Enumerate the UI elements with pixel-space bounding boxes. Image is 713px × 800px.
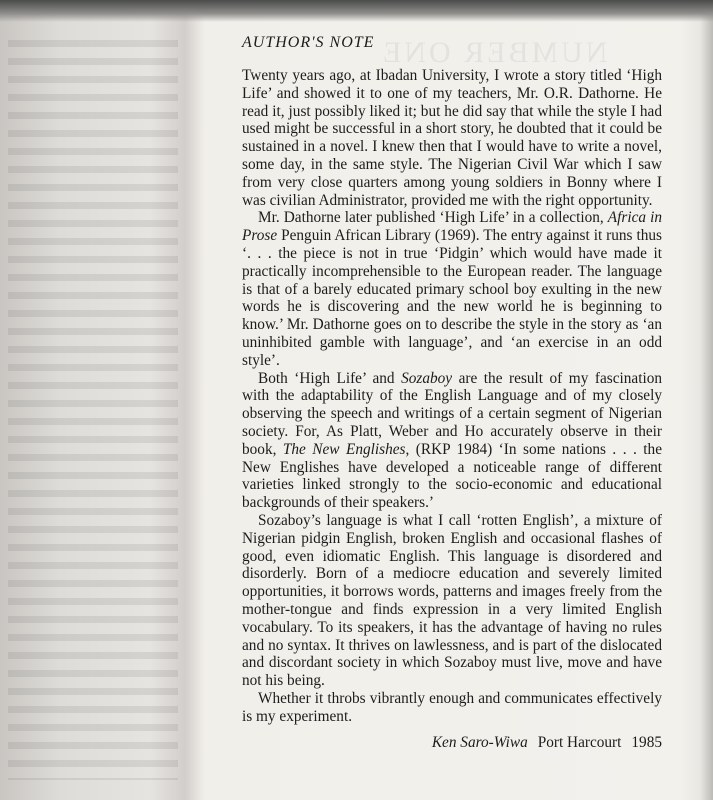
- show-through-text: NUMBER ONE: [380, 36, 608, 69]
- paragraph-2-text-c: Penguin African Library (1969). The entry against it runs thus ‘. . . the piece is not in true ‘Pidgin’ which would have made it practically incomprehensible to the European reader. The language is that of a barely educated primary school boy exulting in the new words he is discovering and the new world he is beginning to know.’ Mr. Dathorne goes on to describe the style in the story as ‘an uninhibited gamble with language’, and ‘an exercise in an odd style’.: [242, 227, 662, 369]
- book-title-new-englishes: The New Englishes: [282, 440, 406, 458]
- page-content: [242, 34, 662, 752]
- book-title-sozaboy: Sozaboy: [401, 369, 453, 387]
- paragraph-3-text-a: Both ‘High Life’ and: [258, 369, 402, 387]
- signature-year: 1985: [631, 734, 662, 752]
- signature-place: Port Harcourt: [537, 734, 622, 752]
- paragraph-2-text-a: Mr. Dathorne later published ‘High Life’ in a collection,: [258, 209, 608, 227]
- facing-page-bleed-through: [8, 40, 178, 780]
- author-name: Ken Saro-Wiwa: [431, 734, 528, 752]
- page-title: AUTHOR'S NOTE: [242, 34, 375, 51]
- paragraph-2: [242, 209, 662, 369]
- book-title-africa-in-prose: Africa in Prose: [242, 209, 662, 245]
- paragraph-3-text-c: are the result of my fascination with the adaptability of the English Language and of my closely observing the speech and writings of a certain segment of Nigerian society. For, As Platt, Weber and Ho accurately observe in their book,: [242, 369, 662, 458]
- signature-line: [242, 734, 662, 752]
- paragraph-5: Whether it throbs vibrantly enough and communicates effectively is my experiment.: [242, 689, 662, 725]
- paragraph-3: [242, 370, 662, 512]
- paragraph-1: Twenty years ago, at Ibadan University, I wrote a story titled ‘High Life’ and showed it to one of my teachers, Mr. O.R. Dathorne. He read it, just possibly liked it; but he did say that while the style I had used might be successful in a short story, he doubted that it could be sustained in a novel. I knew then that I would have to write a novel, some day, in the same style. The Nigerian Civil War which I saw from very close quarters among young soldiers in Bonny where I was civilian Administrator, provided me with the right opportunity.: [242, 67, 662, 209]
- paragraph-4: Sozaboy’s language is what I call ‘rotten English’, a mixture of Nigerian pidgin English, broken English and occasional flashes of good, even idiomatic English. This language is disordered and disorderly. Born of a mediocre education and severely limited opportunities, it borrows words, patterns and images freely from the mother-tongue and finds expression in a very limited English vocabulary. To its speakers, it has the advantage of having no rules and no syntax. It thrives on lawlessness, and is part of the dislocated and discordant society in which Sozaboy must live, move and have not his being.: [242, 511, 662, 690]
- paragraph-3-text-e: , (RKP 1984) ‘In some nations . . . the New Englishes have developed a noticeable range of different varieties linked strongly to the socio-economic and educational backgrounds of their speakers.’: [242, 440, 662, 512]
- scan-top-shadow: [0, 0, 713, 22]
